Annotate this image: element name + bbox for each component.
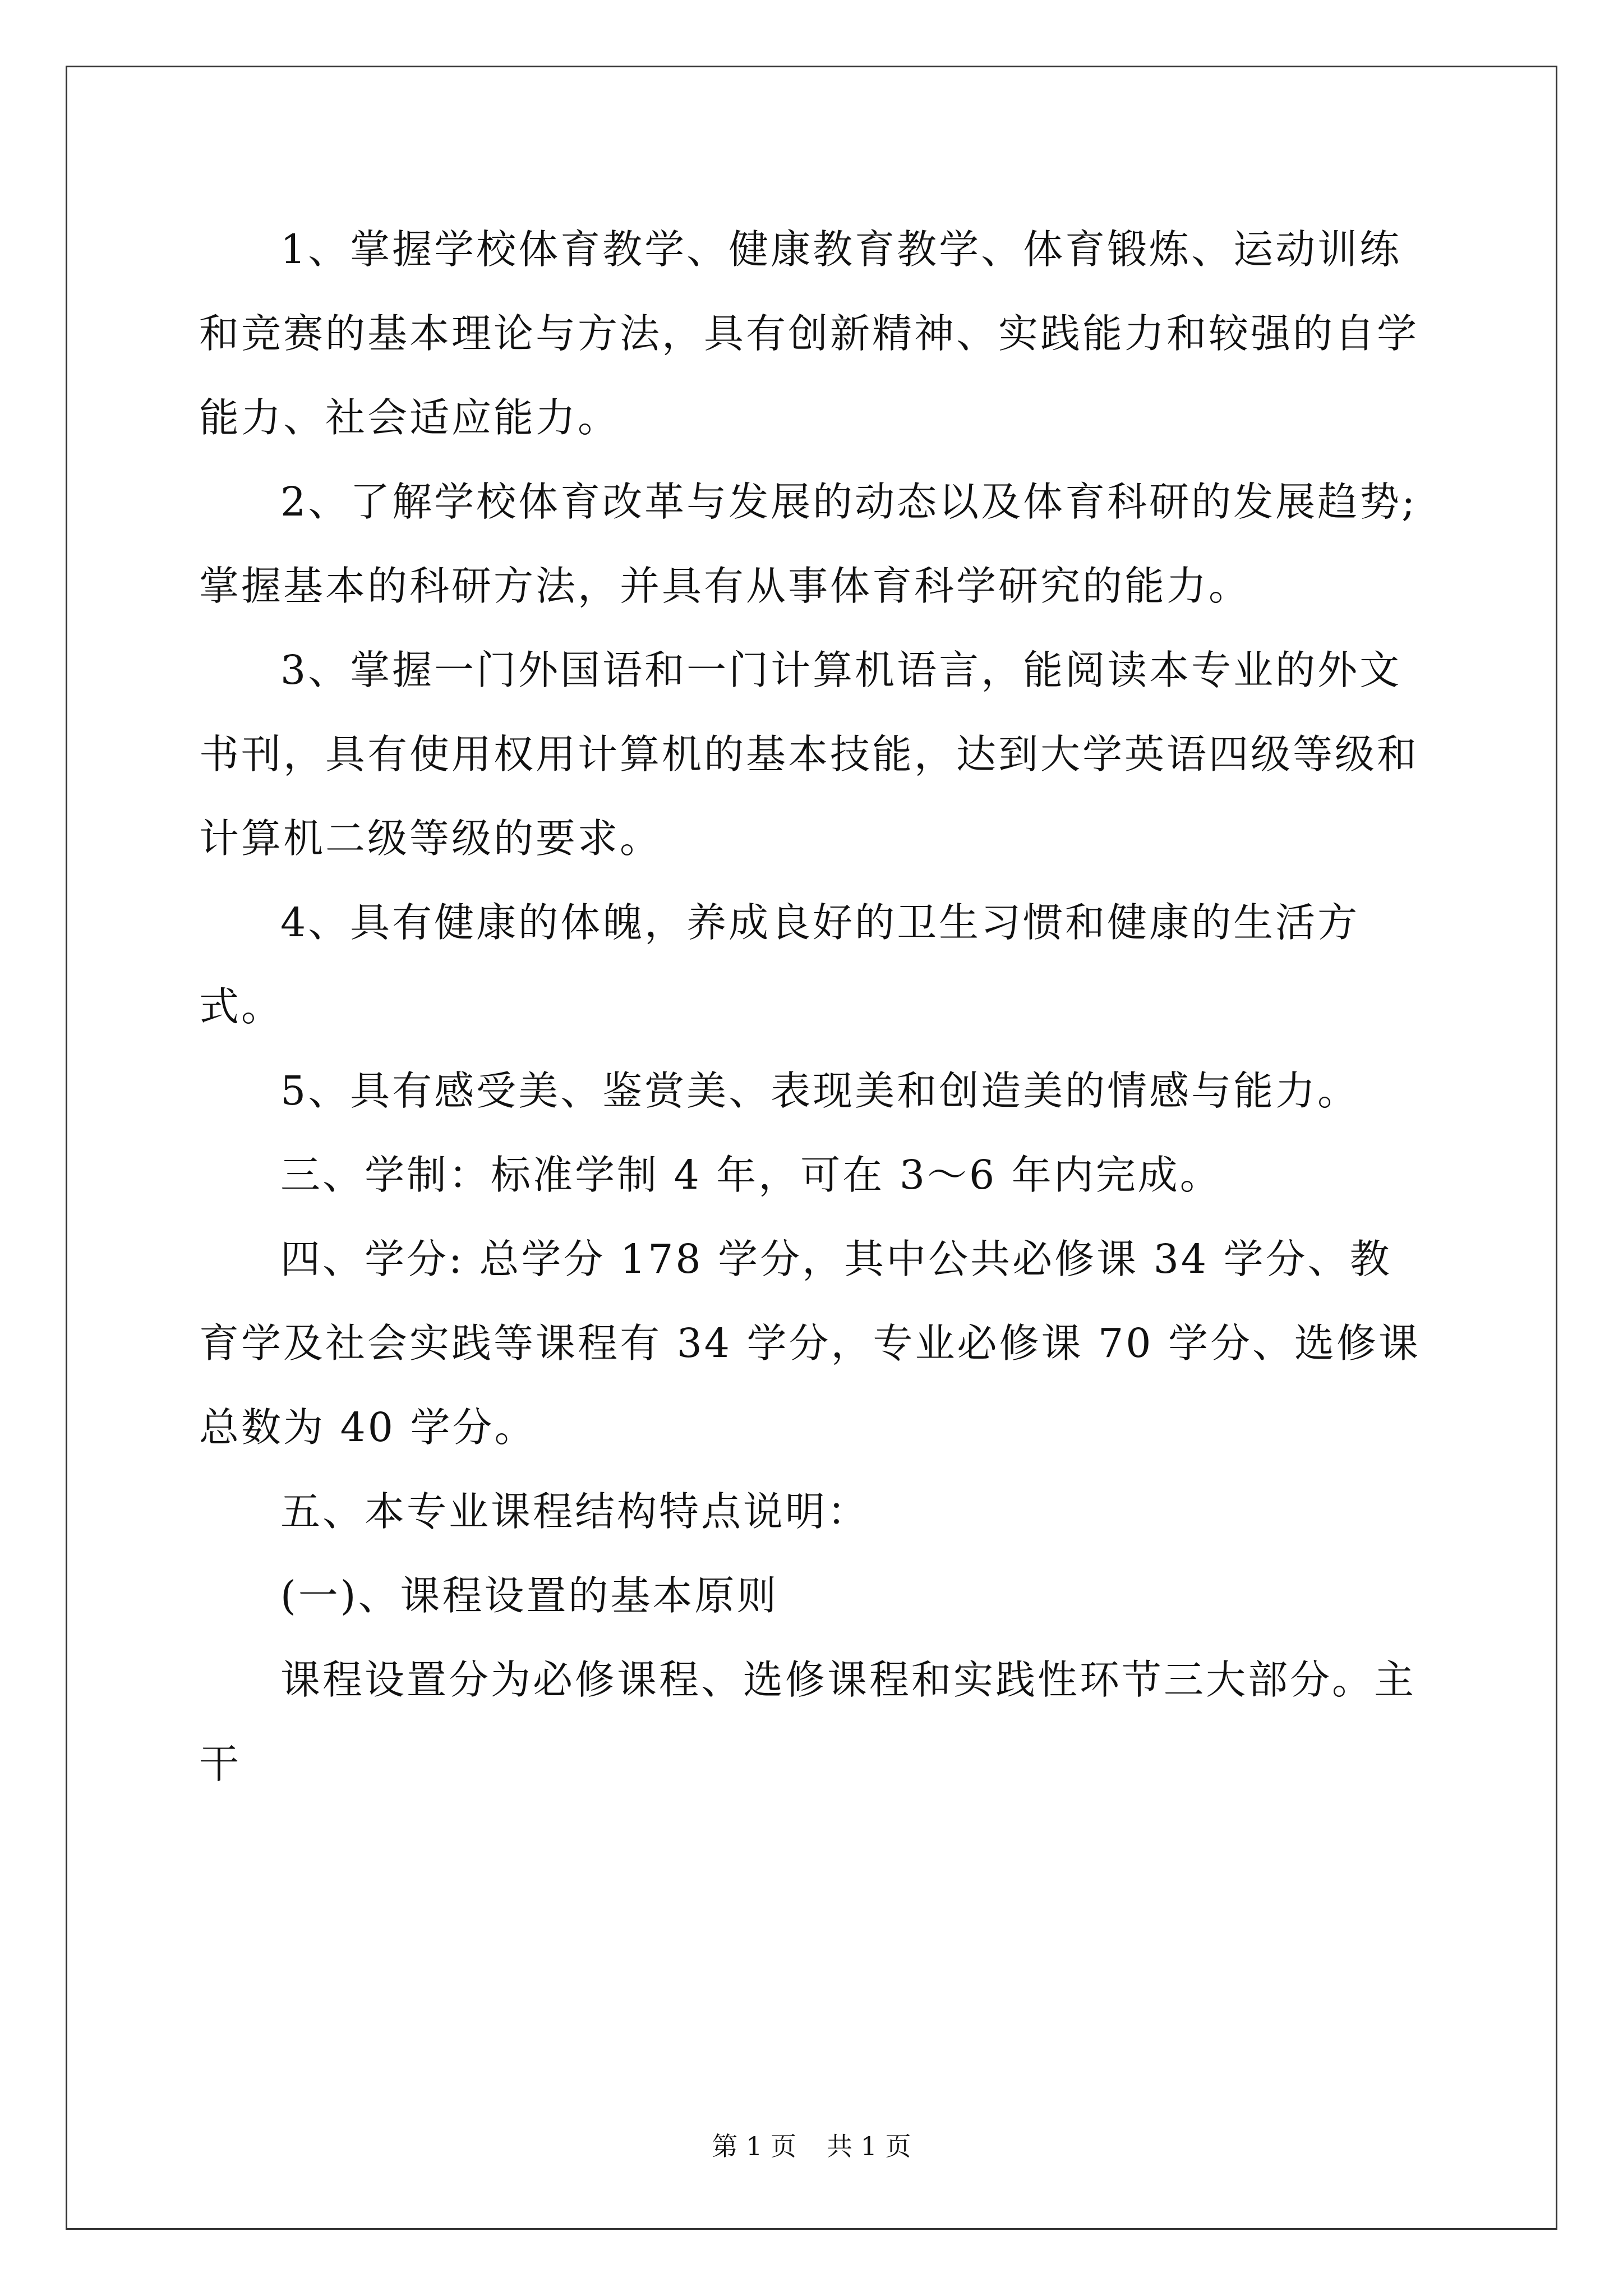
paragraph-objective-1: 1、掌握学校体育教学、健康教育教学、体育锻炼、运动训练和竞赛的基本理论与方法，具有创新精神、实践能力和较强的自学能力、社会适应能力。 (199, 226, 1419, 441)
section-heading-curriculum: 五、本专业课程结构特点说明： (280, 1488, 870, 1535)
paragraph-objective-5: 5、具有感受美、鉴赏美、表现美和创造美的情感与能力。 (280, 1068, 1360, 1114)
paragraph-objective-4: 4、具有健康的体魄，养成良好的卫生习惯和健康的生活方式。 (199, 899, 1360, 1030)
page-number: 第 1 页 (712, 2131, 796, 2161)
document-body (199, 208, 1427, 1806)
paragraph-curriculum-setup: 课程设置分为必修课程、选修课程和实践性环节三大部分。主干 (199, 1657, 1417, 1787)
subsection-heading-principles: (一)、课程设置的基本原则 (280, 1572, 779, 1619)
paragraph-credits: 四、学分: 总学分 178 学分，其中公共必修课 34 学分、教育学及社会实践等课程有 34 学分，专业必修课 70 学分、选修课 总数为 40 学分。 (199, 1236, 1421, 1451)
paragraph-objective-3: 3、掌握一门外国语和一门计算机语言，能阅读本专业的外文书刊，具有使用权用计算机的基本技能，达到大学英语四级等级和计算机二级等级的要求。 (199, 647, 1419, 862)
paragraph-objective-2: 2、了解学校体育改革与发展的动态以及体育科研的发展趋势;掌握基本的科研方法，并具有从事体育科学研究的能力。 (199, 478, 1418, 609)
page-footer (0, 2126, 1623, 2163)
paragraph-duration: 三、学制：标准学制 4 年，可在 3～6 年内完成。 (280, 1152, 1222, 1198)
total-pages: 共 1 页 (827, 2131, 911, 2161)
